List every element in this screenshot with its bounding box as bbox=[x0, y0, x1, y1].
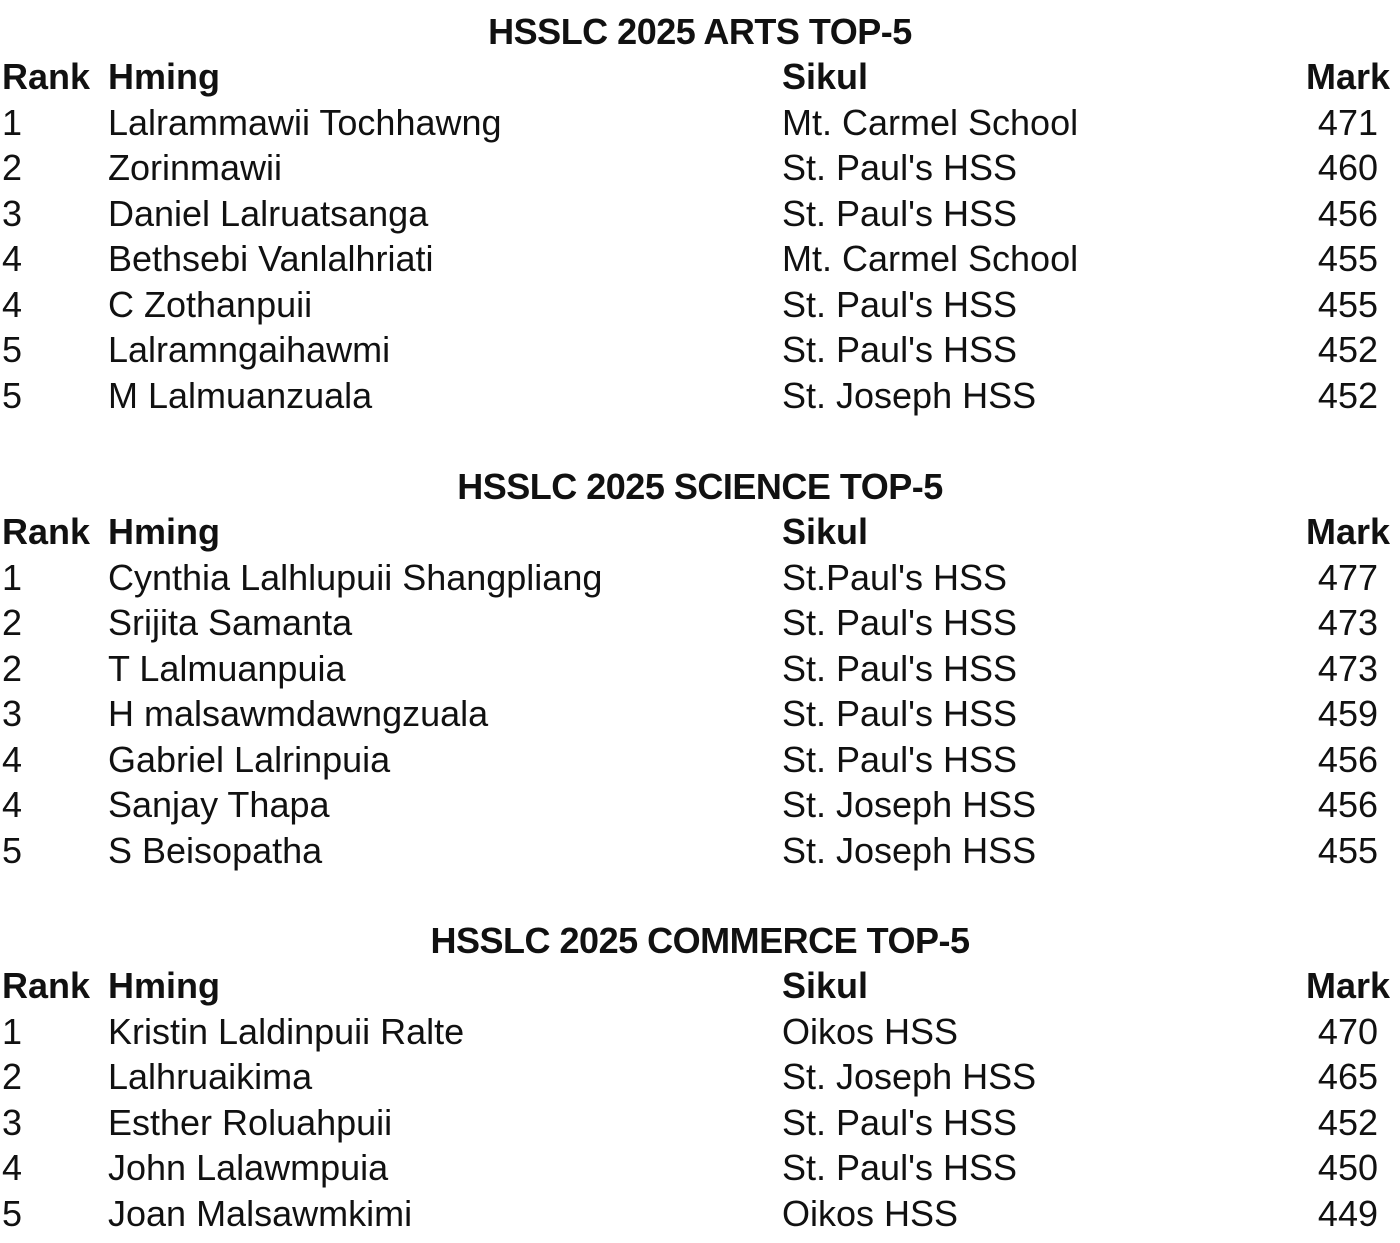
table-row bbox=[0, 100, 1400, 145]
rank-cell: 1 bbox=[2, 101, 23, 143]
name-cell: Lalhruaikima bbox=[108, 1056, 313, 1097]
table-row bbox=[0, 600, 1400, 645]
school-cell: Mt. Carmel School bbox=[782, 101, 1079, 143]
mark-cell: 456 bbox=[1317, 738, 1378, 780]
rank-cell: 3 bbox=[2, 1101, 23, 1143]
rank-cell: 1 bbox=[2, 556, 23, 598]
name-cell: Daniel Lalruatsanga bbox=[108, 192, 429, 234]
header-name: Hming bbox=[108, 965, 220, 1006]
table-row bbox=[0, 1145, 1400, 1190]
school-cell: St. Paul's HSS bbox=[782, 329, 1017, 370]
mark-cell: 455 bbox=[1317, 238, 1378, 279]
header-rank: Rank bbox=[2, 511, 91, 552]
table-row bbox=[0, 327, 1400, 372]
header-rank: Rank bbox=[2, 56, 91, 97]
mark-cell: 456 bbox=[1317, 784, 1378, 825]
header-mark: Mark bbox=[1305, 965, 1390, 1006]
rank-cell: 4 bbox=[2, 283, 23, 325]
table-header bbox=[0, 509, 1400, 554]
header-name: Hming bbox=[108, 511, 220, 552]
header-school: Sikul bbox=[782, 965, 869, 1006]
school-cell: St. Paul's HSS bbox=[782, 602, 1017, 643]
school-cell: Oikos HSS bbox=[782, 1192, 959, 1234]
table-row bbox=[0, 1009, 1400, 1054]
rank-cell: 5 bbox=[2, 329, 23, 370]
name-cell: Cynthia Lalhlupuii Shangpliang bbox=[108, 556, 603, 598]
rank-cell: 3 bbox=[2, 693, 23, 734]
mark-cell: 455 bbox=[1317, 829, 1378, 871]
table-row bbox=[0, 373, 1400, 418]
table-row bbox=[0, 1054, 1400, 1099]
mark-cell: 456 bbox=[1317, 192, 1378, 234]
rank-cell: 5 bbox=[2, 829, 23, 871]
name-cell: Kristin Laldinpuii Ralte bbox=[108, 1010, 465, 1052]
name-cell: T Lalmuanpuia bbox=[108, 647, 346, 689]
name-cell: Lalramngaihawmi bbox=[108, 329, 391, 370]
rank-cell: 4 bbox=[2, 1147, 23, 1188]
mark-cell: 470 bbox=[1317, 1010, 1378, 1052]
rank-cell: 1 bbox=[2, 1010, 23, 1052]
mark-cell: 452 bbox=[1317, 374, 1378, 416]
name-cell: Sanjay Thapa bbox=[108, 784, 330, 825]
name-cell: M Lalmuanzuala bbox=[108, 374, 373, 416]
table-row bbox=[0, 646, 1400, 691]
section-title: HSSLC 2025 COMMERCE TOP-5 bbox=[430, 920, 970, 961]
name-cell: Zorinmawii bbox=[108, 147, 283, 188]
table-header bbox=[0, 963, 1400, 1008]
table-row bbox=[0, 1191, 1400, 1236]
name-cell: Joan Malsawmkimi bbox=[108, 1192, 413, 1234]
rank-cell: 2 bbox=[2, 1056, 23, 1097]
school-cell: St. Paul's HSS bbox=[782, 1101, 1017, 1143]
school-cell: St. Paul's HSS bbox=[782, 647, 1017, 689]
table-row bbox=[0, 828, 1400, 873]
name-cell: Srijita Samanta bbox=[108, 602, 353, 643]
name-cell: H malsawmdawngzuala bbox=[108, 693, 489, 734]
table-row bbox=[0, 236, 1400, 281]
rank-cell: 2 bbox=[2, 602, 23, 643]
section-title: HSSLC 2025 SCIENCE TOP-5 bbox=[457, 466, 943, 507]
table-row bbox=[0, 691, 1400, 736]
school-cell: St. Paul's HSS bbox=[782, 147, 1017, 188]
mark-cell: 449 bbox=[1317, 1192, 1378, 1234]
school-cell: Mt. Carmel School bbox=[782, 238, 1079, 279]
rank-cell: 2 bbox=[2, 647, 23, 689]
header-mark: Mark bbox=[1305, 511, 1390, 552]
mark-cell: 460 bbox=[1317, 147, 1378, 188]
school-cell: Oikos HSS bbox=[782, 1010, 959, 1052]
header-school: Sikul bbox=[782, 56, 869, 97]
name-cell: Lalrammawii Tochhawng bbox=[108, 101, 502, 143]
mark-cell: 450 bbox=[1317, 1147, 1378, 1188]
table-row bbox=[0, 782, 1400, 827]
school-cell: St. Paul's HSS bbox=[782, 693, 1017, 734]
school-cell: St. Paul's HSS bbox=[782, 192, 1017, 234]
school-cell: St. Paul's HSS bbox=[782, 738, 1017, 780]
mark-cell: 473 bbox=[1317, 602, 1378, 643]
mark-cell: 477 bbox=[1317, 556, 1378, 598]
mark-cell: 473 bbox=[1317, 647, 1378, 689]
school-cell: St. Joseph HSS bbox=[782, 1056, 1037, 1097]
section-title: HSSLC 2025 ARTS TOP-5 bbox=[488, 11, 912, 52]
school-cell: St.Paul's HSS bbox=[782, 556, 1007, 598]
mark-cell: 471 bbox=[1317, 101, 1378, 143]
rank-cell: 4 bbox=[2, 784, 23, 825]
mark-cell: 452 bbox=[1317, 1101, 1378, 1143]
header-rank: Rank bbox=[2, 965, 91, 1006]
table-row bbox=[0, 145, 1400, 190]
school-cell: St. Paul's HSS bbox=[782, 1147, 1017, 1188]
name-cell: C Zothanpuii bbox=[108, 283, 313, 325]
school-cell: St. Joseph HSS bbox=[782, 784, 1037, 825]
table-row bbox=[0, 555, 1400, 600]
rank-cell: 2 bbox=[2, 147, 23, 188]
rank-cell: 4 bbox=[2, 238, 23, 279]
header-mark: Mark bbox=[1305, 56, 1390, 97]
table-header bbox=[0, 54, 1400, 99]
school-cell: St. Joseph HSS bbox=[782, 374, 1037, 416]
table-row bbox=[0, 737, 1400, 782]
rank-cell: 3 bbox=[2, 192, 23, 234]
name-cell: Esther Roluahpuii bbox=[108, 1101, 393, 1143]
school-cell: St. Paul's HSS bbox=[782, 283, 1017, 325]
name-cell: John Lalawmpuia bbox=[108, 1147, 389, 1188]
name-cell: S Beisopatha bbox=[108, 829, 323, 871]
table-row bbox=[0, 282, 1400, 327]
name-cell: Gabriel Lalrinpuia bbox=[108, 738, 391, 780]
rank-cell: 4 bbox=[2, 738, 23, 780]
table-row bbox=[0, 191, 1400, 236]
rank-cell: 5 bbox=[2, 374, 23, 416]
name-cell: Bethsebi Vanlalhriati bbox=[108, 238, 434, 279]
rank-cell: 5 bbox=[2, 1192, 23, 1234]
school-cell: St. Joseph HSS bbox=[782, 829, 1037, 871]
table-row bbox=[0, 1100, 1400, 1145]
mark-cell: 452 bbox=[1317, 329, 1378, 370]
mark-cell: 459 bbox=[1317, 693, 1378, 734]
header-school: Sikul bbox=[782, 511, 869, 552]
mark-cell: 465 bbox=[1317, 1056, 1378, 1097]
mark-cell: 455 bbox=[1317, 283, 1378, 325]
header-name: Hming bbox=[108, 56, 220, 97]
